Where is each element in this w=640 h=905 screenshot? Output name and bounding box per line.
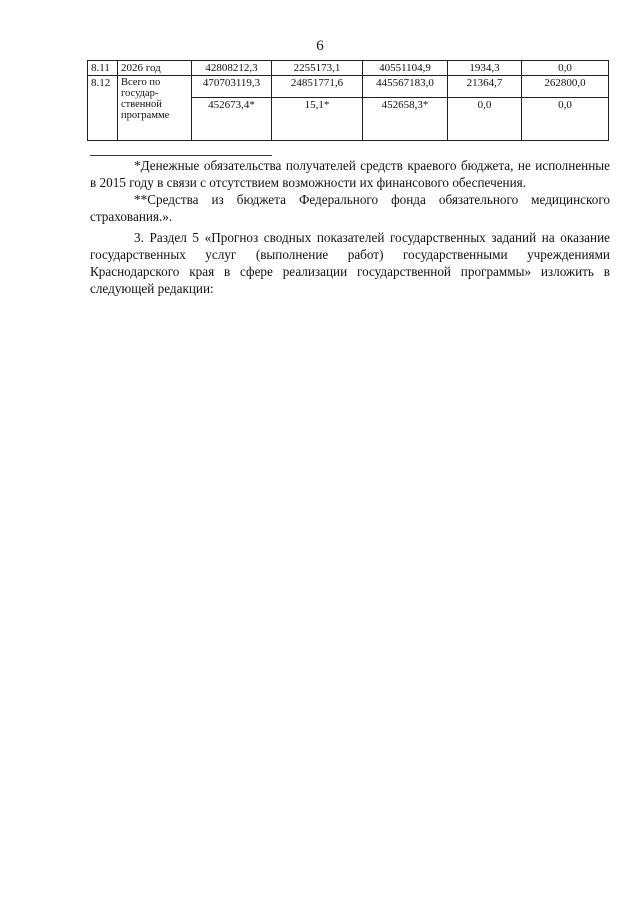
row-code: 8.12 <box>88 76 118 141</box>
footnote-2: **Средства из бюджета Федерального фонда обязательного медицинского страхования.». <box>90 192 610 224</box>
table-cell: 0,0 <box>448 98 522 141</box>
row-code: 8.11 <box>88 61 118 76</box>
table-cell: 2255173,1 <box>272 61 363 76</box>
footnote-divider <box>90 155 272 156</box>
table-cell: 445567183,0 <box>363 76 448 98</box>
body-paragraph: 3. Раздел 5 «Прогноз сводных показателей государственных заданий на оказание государственных услуг (выполнение работ) государственными учреждениями Краснодарского края в сфере реализации государственной программы» изложить в следующей редакции: <box>90 230 610 296</box>
row-label: Всего по государ-ственной программе <box>118 76 192 141</box>
table-cell: 24851771,6 <box>272 76 363 98</box>
table-cell: 452673,4* <box>192 98 272 141</box>
table-cell: 452658,3* <box>363 98 448 141</box>
table-cell: 21364,7 <box>448 76 522 98</box>
table-cell: 470703119,3 <box>192 76 272 98</box>
page-number: 6 <box>316 38 324 54</box>
table-row <box>88 61 609 76</box>
row-label: 2026 год <box>118 61 192 76</box>
table-cell: 15,1* <box>272 98 363 141</box>
table-cell: 1934,3 <box>448 61 522 76</box>
footnotes <box>90 157 610 297</box>
table-cell: 262800,0 <box>522 76 609 98</box>
table-cell: 40551104,9 <box>363 61 448 76</box>
footnote-1: *Денежные обязательства получателей средств краевого бюджета, не исполненные в 2015 году в связи с отсутствием возможности их финансового обеспечения. <box>90 158 610 190</box>
table-row <box>88 76 609 98</box>
table-cell: 0,0 <box>522 98 609 141</box>
budget-table <box>87 60 609 141</box>
table-cell: 42808212,3 <box>192 61 272 76</box>
table-cell: 0,0 <box>522 61 609 76</box>
